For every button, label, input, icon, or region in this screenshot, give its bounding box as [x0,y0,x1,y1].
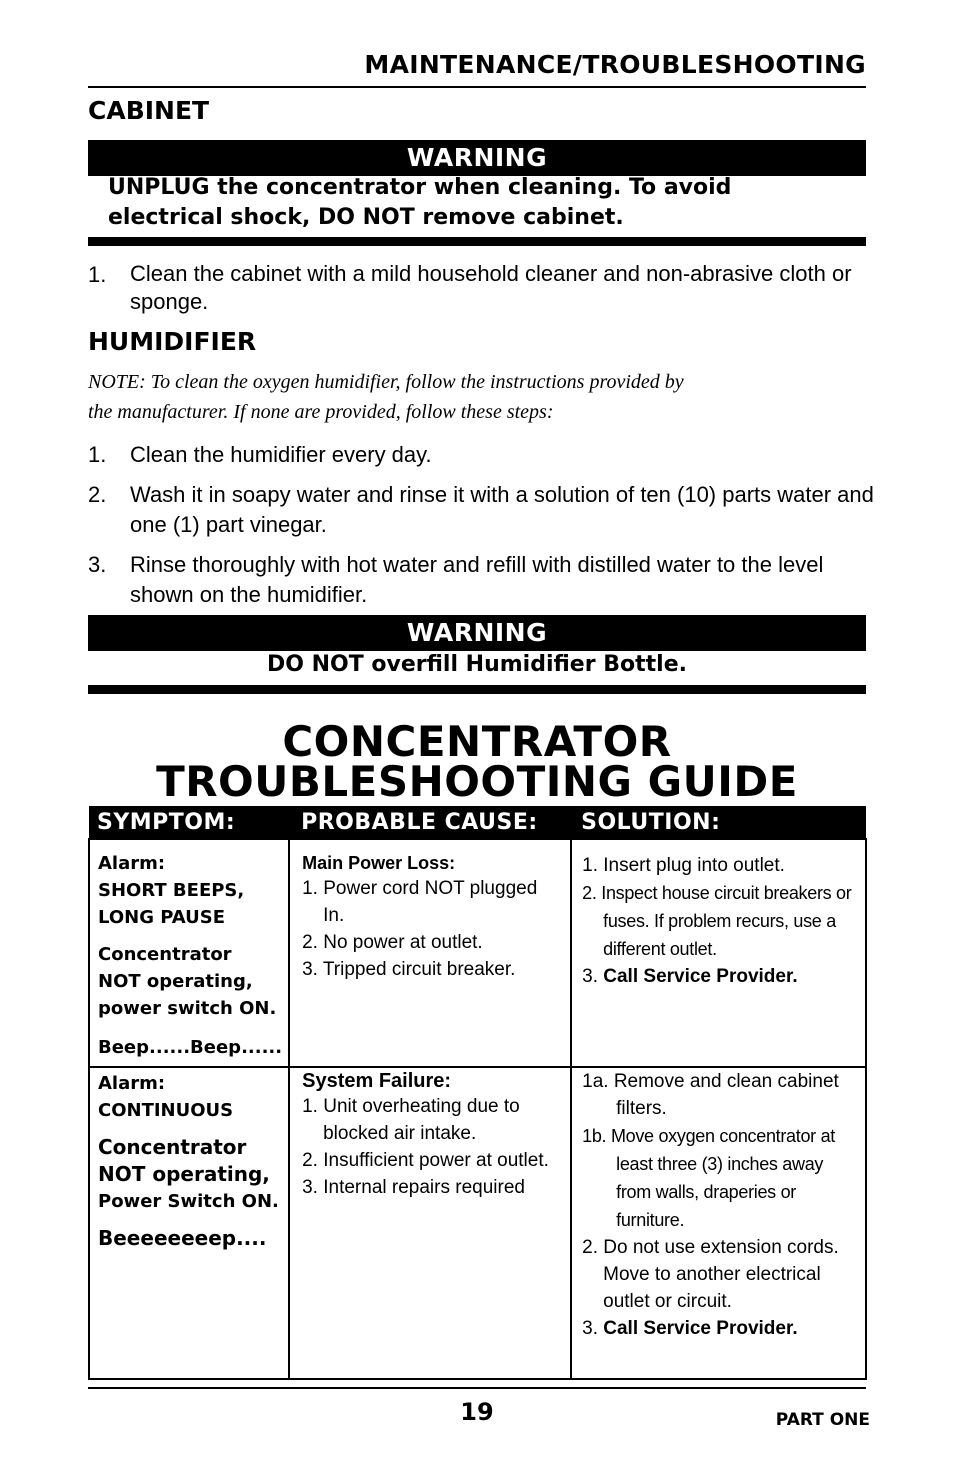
symptom-line: NOT operating, [98,971,253,992]
solution-number: 3. [582,1318,598,1339]
solution-item: 1. Insert plug into outlet. [582,855,785,876]
humidifier-note-line1: NOTE: To clean the oxygen humidifier, follow the instructions provided by [88,371,684,393]
humidifier-step [88,440,878,470]
symptom-line: Power Switch ON. [98,1191,279,1212]
step-text: Rinse thoroughly with hot water and refill with distilled water to the level shown on the humidifier. [130,552,824,607]
humidifier-note-line2: the manufacturer. If none are provided, follow these steps: [88,401,554,423]
solution-item: 2. Do not use extension cords. Move to another electrical outlet or circuit. [582,1237,839,1312]
symptom-line: Concentrator [98,944,232,965]
symptom-text [90,1068,288,1252]
column-header-symptom: SYMPTOM: [89,806,289,839]
part-label: PART ONE [775,1410,870,1430]
cabinet-warning-rule [88,237,866,246]
cause-cell [289,1067,571,1379]
symptom-line: CONTINUOUS [98,1100,234,1121]
symptom-text [90,840,288,1061]
symptom-line: NOT operating, [98,1162,270,1186]
solution-item: 1a. Remove and clean cabinet filters. [582,1071,839,1119]
cause-item: 3. Internal repairs required [302,1177,525,1198]
step-number: 1. [88,262,107,287]
guide-title [88,717,866,806]
cause-item: 2. Insufficient power at outlet. [302,1150,549,1171]
solution-number: 3. [582,966,598,987]
step-text: Clean the cabinet with a mild household cleaner and non-abrasive cloth or sponge. [130,261,852,314]
step-text: Clean the humidifier every day. [130,442,432,467]
cause-item: 3. Tripped circuit breaker. [302,959,516,980]
symptom-line: LONG PAUSE [98,907,226,928]
header-rule [88,86,866,88]
cabinet-step [88,260,868,316]
solution-item [582,1315,859,1342]
humidifier-warning-bar: WARNING [88,615,866,651]
solution-item [582,963,859,990]
symptom-cell [89,1067,289,1379]
section-header: MAINTENANCE/TROUBLESHOOTING [364,50,866,79]
solution-cell [571,839,866,1067]
cause-cell [289,839,571,1067]
cause-text [290,1068,570,1201]
table-header-row [89,806,866,839]
humidifier-step [88,550,878,610]
symptom-line: Alarm: [98,853,166,874]
solution-call-provider: Call Service Provider. [603,1318,798,1339]
step-number: 2. [88,482,107,507]
symptom-line: Beep......Beep...... [98,1037,283,1058]
symptom-line: Concentrator [98,1135,247,1159]
column-header-solution: SOLUTION: [571,806,866,839]
cabinet-warning-line1: UNPLUG the concentrator when cleaning. To avoid [108,175,732,200]
solution-text [572,840,865,990]
cause-item: 1. Unit overheating due to blocked air intake. [302,1096,520,1144]
cabinet-heading: CABINET [88,96,210,125]
cabinet-warning-text [108,173,848,233]
table-row [89,839,866,1067]
symptom-line: power switch ON. [98,998,277,1019]
solution-call-provider: Call Service Provider. [603,966,798,987]
symptom-line: SHORT BEEPS, [98,880,245,901]
solution-cell [571,1067,866,1379]
solution-item: 2. Inspect house circuit breakers or fuses. If problem recurs, use a different outlet. [582,883,852,959]
humidifier-note [88,367,868,427]
cause-text [290,840,570,983]
symptom-cell [89,839,289,1067]
humidifier-heading: HUMIDIFIER [88,327,257,356]
solution-text [572,1068,865,1342]
cause-item: 2. No power at outlet. [302,932,483,953]
step-number: 1. [88,442,107,467]
cause-item: 1. Power cord NOT plugged In. [302,878,538,926]
column-header-cause: PROBABLE CAUSE: [289,806,571,839]
cause-title: System Failure: [302,1070,452,1092]
symptom-line: Alarm: [98,1073,166,1094]
cabinet-warning-line2: electrical shock, DO NOT remove cabinet. [108,205,624,230]
troubleshooting-table [88,806,867,1380]
step-number: 3. [88,552,107,577]
cause-title: Main Power Loss: [302,853,456,873]
footer-rule [88,1387,866,1389]
guide-title-line2: TROUBLESHOOTING GUIDE [156,757,798,806]
humidifier-warning-text: DO NOT overfill Humidifier Bottle. [267,652,687,677]
cabinet-warning-bar: WARNING [88,140,866,176]
page-number: 19 [460,1398,494,1426]
humidifier-warning-rule [88,685,866,694]
solution-item: 1b. Move oxygen concentrator at least three (3) inches away from walls, draperies or furniture. [582,1126,835,1230]
guide-title-line1: CONCENTRATOR [282,717,672,766]
table-row [89,1067,866,1379]
symptom-line: Beeeeeeeep.... [98,1226,267,1250]
step-text: Wash it in soapy water and rinse it with a solution of ten (10) parts water and one (1) part vinegar. [130,482,874,537]
humidifier-step [88,480,878,540]
